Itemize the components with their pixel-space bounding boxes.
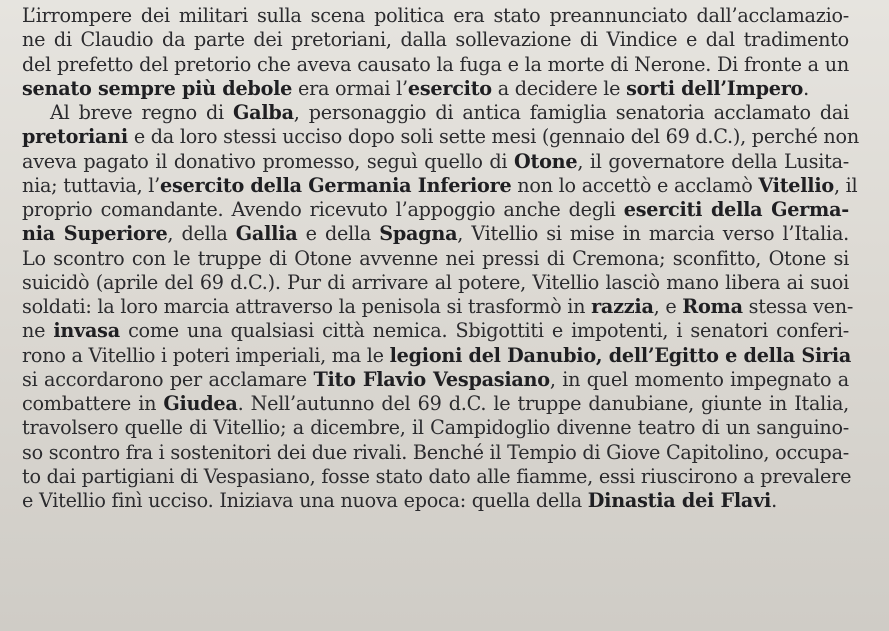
text-run: suicidò (aprile del 69 d.C.). Pur di arrivare al potere, Vitellio lasciò mano libera ai suoi (22, 270, 849, 294)
text-run: come una qualsiasi città nemica. Sbigottiti e impotenti, i senatori conferi- (119, 319, 850, 343)
text-run: e da loro stessi ucciso dopo soli sette mesi (gennaio del 69 d.C.), perché non (127, 125, 859, 149)
text-run: , e (653, 295, 683, 318)
text-line (22, 343, 852, 368)
bold-phrase: Galba (233, 101, 294, 124)
text-line (22, 222, 849, 246)
text-run: , il (833, 173, 858, 197)
text-run: e Vitellio finì ucciso. Iniziava una nuova epoca: quella della (22, 489, 588, 512)
text-line (22, 489, 849, 513)
text-line (22, 416, 849, 440)
text-line (22, 368, 849, 392)
bold-phrase: nia Superiore (22, 222, 168, 246)
text-run: , Vitellio si mise in marcia verso l’Italia. (457, 222, 849, 246)
body-text (22, 4, 859, 513)
text-run: Lo scontro con le truppe di Otone avvenne nei pressi di Cremona; sconfitto, Otone si (22, 246, 849, 270)
bold-phrase: Roma (682, 295, 743, 318)
bold-phrase: Otone (514, 149, 578, 173)
text-run: soldati: la loro marcia attraverso la penisola si trasformò in (22, 295, 592, 318)
text-line (22, 198, 849, 222)
bold-phrase: Gallia (235, 222, 298, 246)
bold-phrase: razzia (591, 295, 654, 318)
text-run: ne (22, 319, 54, 343)
text-run: . (771, 489, 777, 512)
text-line (22, 4, 849, 28)
text-line (22, 53, 849, 77)
bold-phrase: Tito Flavio Vespasiano (313, 367, 550, 391)
text-run: nia; tuttavia, l’ (22, 173, 161, 197)
text-line (22, 247, 849, 271)
text-run: proprio comandante. Avendo ricevuto l’appoggio anche degli (22, 198, 624, 221)
text-line (22, 173, 858, 198)
text-run: , personaggio di antica famiglia senatoria acclamato dai (293, 101, 849, 124)
bold-phrase: Vitellio (758, 173, 834, 197)
text-run: . (803, 76, 809, 100)
bold-phrase: sorti dell’Impero (626, 76, 804, 100)
bold-phrase: eserciti della Germa- (623, 198, 849, 221)
text-run: Al breve regno di (50, 101, 234, 124)
text-line (22, 464, 852, 489)
text-run: so scontro fra i sostenitori dei due rivali. Benché il Tempio di Giove Capitolino, occupa- (22, 440, 849, 464)
text-line (22, 441, 849, 465)
text-line (22, 77, 849, 101)
bold-phrase: Giudea (163, 392, 238, 415)
text-run: non lo accettò e acclamò (511, 173, 759, 197)
bold-phrase: legioni del Danubio, dell’Egitto e della Siria (389, 343, 852, 367)
bold-phrase: senato sempre più debole (22, 76, 293, 100)
bold-phrase: esercito della Germania Inferiore (160, 173, 512, 197)
text-run: a decidere le (491, 76, 627, 100)
bold-phrase: invasa (53, 319, 120, 343)
text-run: travolsero quelle di Vitellio; a dicembre, il Campidoglio divenne teatro di un sanguino- (22, 416, 849, 440)
text-run: rono a Vitellio i poteri imperiali, ma le (22, 343, 390, 367)
text-run: L’irrompere dei militari sulla scena politica era stato preannunciato dall’acclamazio- (22, 4, 849, 27)
text-run: e della (297, 222, 380, 246)
text-run: combattere in (22, 392, 164, 415)
text-line (22, 101, 849, 125)
text-line (22, 295, 854, 319)
text-run: aveva pagato il donativo promesso, seguì quello di (22, 149, 515, 173)
text-line (22, 271, 849, 295)
bold-phrase: Spagna (379, 222, 458, 246)
text-run: del prefetto del pretorio che aveva causato la fuga e la morte di Nerone. Di fronte a un (22, 52, 849, 76)
text-line (22, 319, 849, 343)
text-run: era ormai l’ (292, 76, 408, 100)
text-run: , in quel momento impegnato a (549, 367, 849, 391)
text-line (22, 150, 849, 174)
text-run: stessa ven- (742, 295, 854, 318)
text-run: , della (167, 222, 236, 246)
text-run: ne di Claudio da parte dei pretoriani, dalla sollevazione di Vindice e dal tradimento (22, 28, 849, 52)
text-line (22, 125, 859, 149)
text-run: si accordarono per acclamare (22, 367, 314, 391)
text-run: , il governatore della Lusita- (577, 149, 849, 173)
bold-phrase: pretoriani (22, 125, 128, 149)
bold-phrase: Dinastia dei Flavi (587, 489, 772, 512)
text-line (22, 28, 849, 52)
bold-phrase: esercito (407, 76, 492, 100)
text-run: to dai partigiani di Vespasiano, fosse stato dato alle fiamme, essi riuscirono a prevalere (22, 464, 852, 488)
text-line (22, 392, 849, 416)
text-run: . Nell’autunno del 69 d.C. le truppe danubiane, giunte in Italia, (237, 392, 849, 415)
